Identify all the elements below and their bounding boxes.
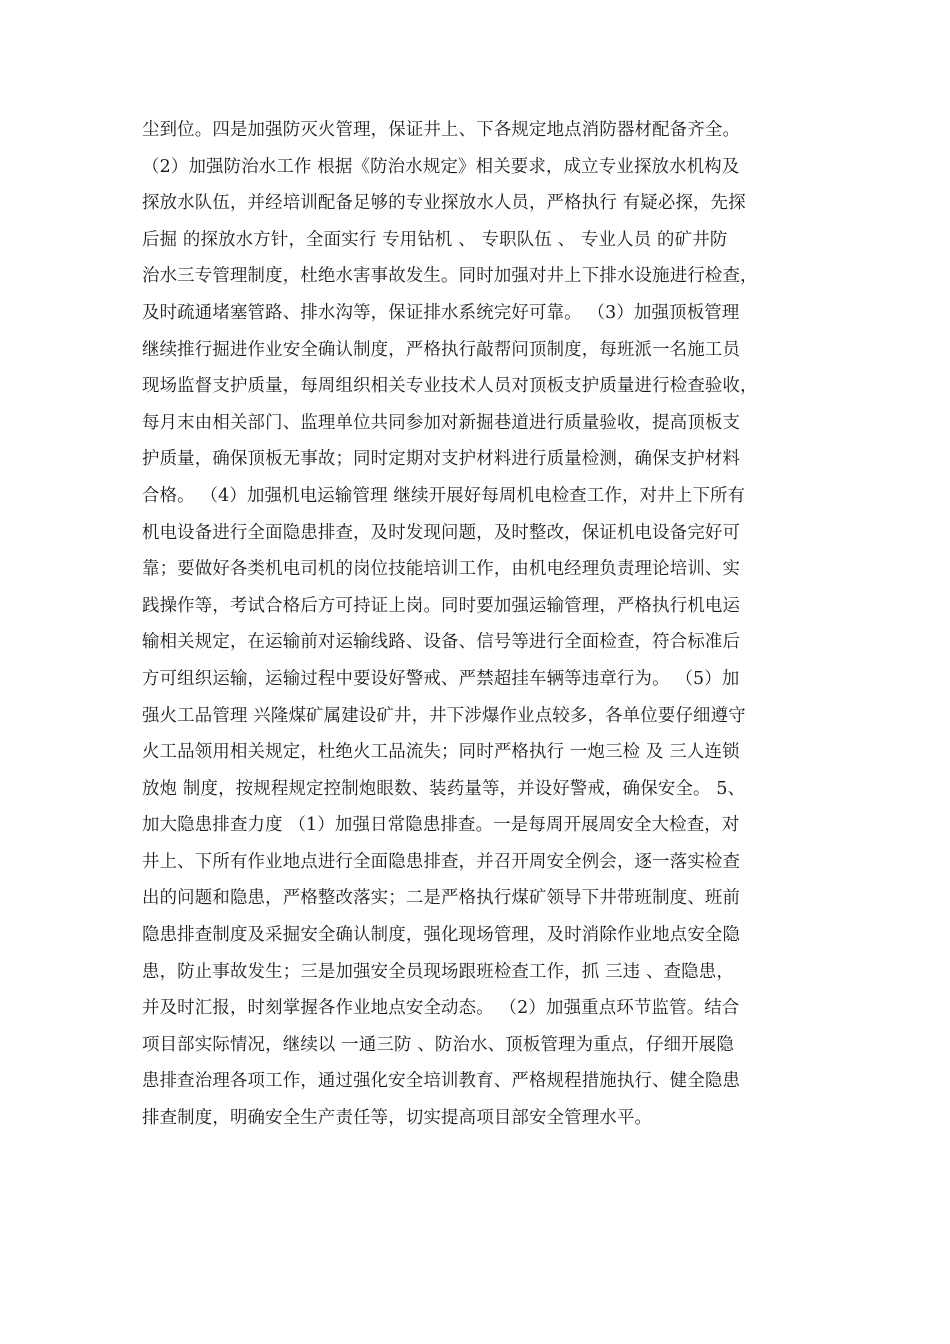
text-line: 隐患排查制度及采掘安全确认制度，强化现场管理，及时消除作业地点安全隐 bbox=[142, 925, 741, 946]
text-line: 患排查治理各项工作，通过强化安全培训教育、严格规程措施执行、健全隐患 bbox=[142, 1071, 741, 1092]
text-line: 强火工品管理 兴隆煤矿属建设矿井，井下涉爆作业点较多，各单位要仔细遵守 bbox=[142, 705, 746, 726]
text-line: 靠；要做好各类机电司机的岗位技能培训工作，由机电经理负责理论培训、实 bbox=[142, 559, 741, 580]
text-line: 出的问题和隐患，严格整改落实；二是严格执行煤矿领导下井带班制度、班前 bbox=[142, 888, 741, 909]
text-line: 患，防止事故发生；三是加强安全员现场跟班检查工作，抓 三违 、查隐患， bbox=[142, 961, 734, 982]
text-line: 并及时汇报，时刻掌握各作业地点安全动态。 （2）加强重点环节监管。结合 bbox=[142, 998, 740, 1019]
text-line: 合格。 （4）加强机电运输管理 继续开展好每周机电检查工作，对井上下所有 bbox=[142, 485, 746, 506]
text-line: 项目部实际情况，继续以 一通三防 、防治水、顶板管理为重点，仔细开展隐 bbox=[142, 1034, 734, 1055]
text-line: 排查制度，明确安全生产责任等，切实提高项目部安全管理水平。 bbox=[142, 1108, 653, 1129]
text-line: 机电设备进行全面隐患排查，及时发现问题，及时整改，保证机电设备完好可 bbox=[142, 522, 741, 543]
text-line: 井上、下所有作业地点进行全面隐患排查，并召开周安全例会，逐一落实检查 bbox=[142, 851, 741, 872]
text-line: 每月末由相关部门、监理单位共同参加对新掘巷道进行质量验收，提高顶板支 bbox=[142, 412, 741, 433]
text-line: 输相关规定，在运输前对运输线路、设备、信号等进行全面检查，符合标准后 bbox=[142, 632, 741, 653]
text-line: 放炮 制度，按规程规定控制炮眼数、装药量等，并设好警戒，确保安全。 5、 bbox=[142, 778, 746, 799]
text-line: 火工品领用相关规定，杜绝火工品流失；同时严格执行 一炮三检 及 三人连锁 bbox=[142, 742, 740, 763]
text-line: 及时疏通堵塞管路、排水沟等，保证排水系统完好可靠。 （3）加强顶板管理 bbox=[142, 302, 740, 323]
text-line: 护质量，确保顶板无事故；同时定期对支护材料进行质量检测，确保支护材料 bbox=[142, 449, 741, 470]
text-line: （2）加强防治水工作 根据《防治水规定》相关要求，成立专业探放水机构及 bbox=[142, 156, 740, 177]
text-line: 探放水队伍，并经培训配备足够的专业探放水人员，严格执行 有疑必探，先探 bbox=[142, 193, 746, 214]
text-line: 继续推行掘进作业安全确认制度，严格执行敲帮问顶制度，每班派一名施工员 bbox=[142, 339, 741, 360]
text-line: 践操作等，考试合格后方可持证上岗。同时要加强运输管理，严格执行机电运 bbox=[142, 595, 741, 616]
text-line: 方可组织运输，运输过程中要设好警戒、严禁超挂车辆等违章行为。 （5）加 bbox=[142, 668, 740, 689]
body-text bbox=[142, 112, 812, 1137]
text-line: 治水三专管理制度，杜绝水害事故发生。同时加强对井上下排水设施进行检查， bbox=[142, 266, 758, 287]
text-line: 后掘 的探放水方针，全面实行 专用钻机 、 专职队伍 、 专业人员 的矿井防 bbox=[142, 229, 728, 250]
text-line: 尘到位。四是加强防灭火管理，保证井上、下各规定地点消防器材配备齐全。 bbox=[142, 120, 741, 140]
text-line: 现场监督支护质量，每周组织相关专业技术人员对顶板支护质量进行检查验收， bbox=[142, 376, 758, 397]
text-line: 加大隐患排查力度 （1）加强日常隐患排查。一是每周开展周安全大检查，对 bbox=[142, 815, 740, 836]
